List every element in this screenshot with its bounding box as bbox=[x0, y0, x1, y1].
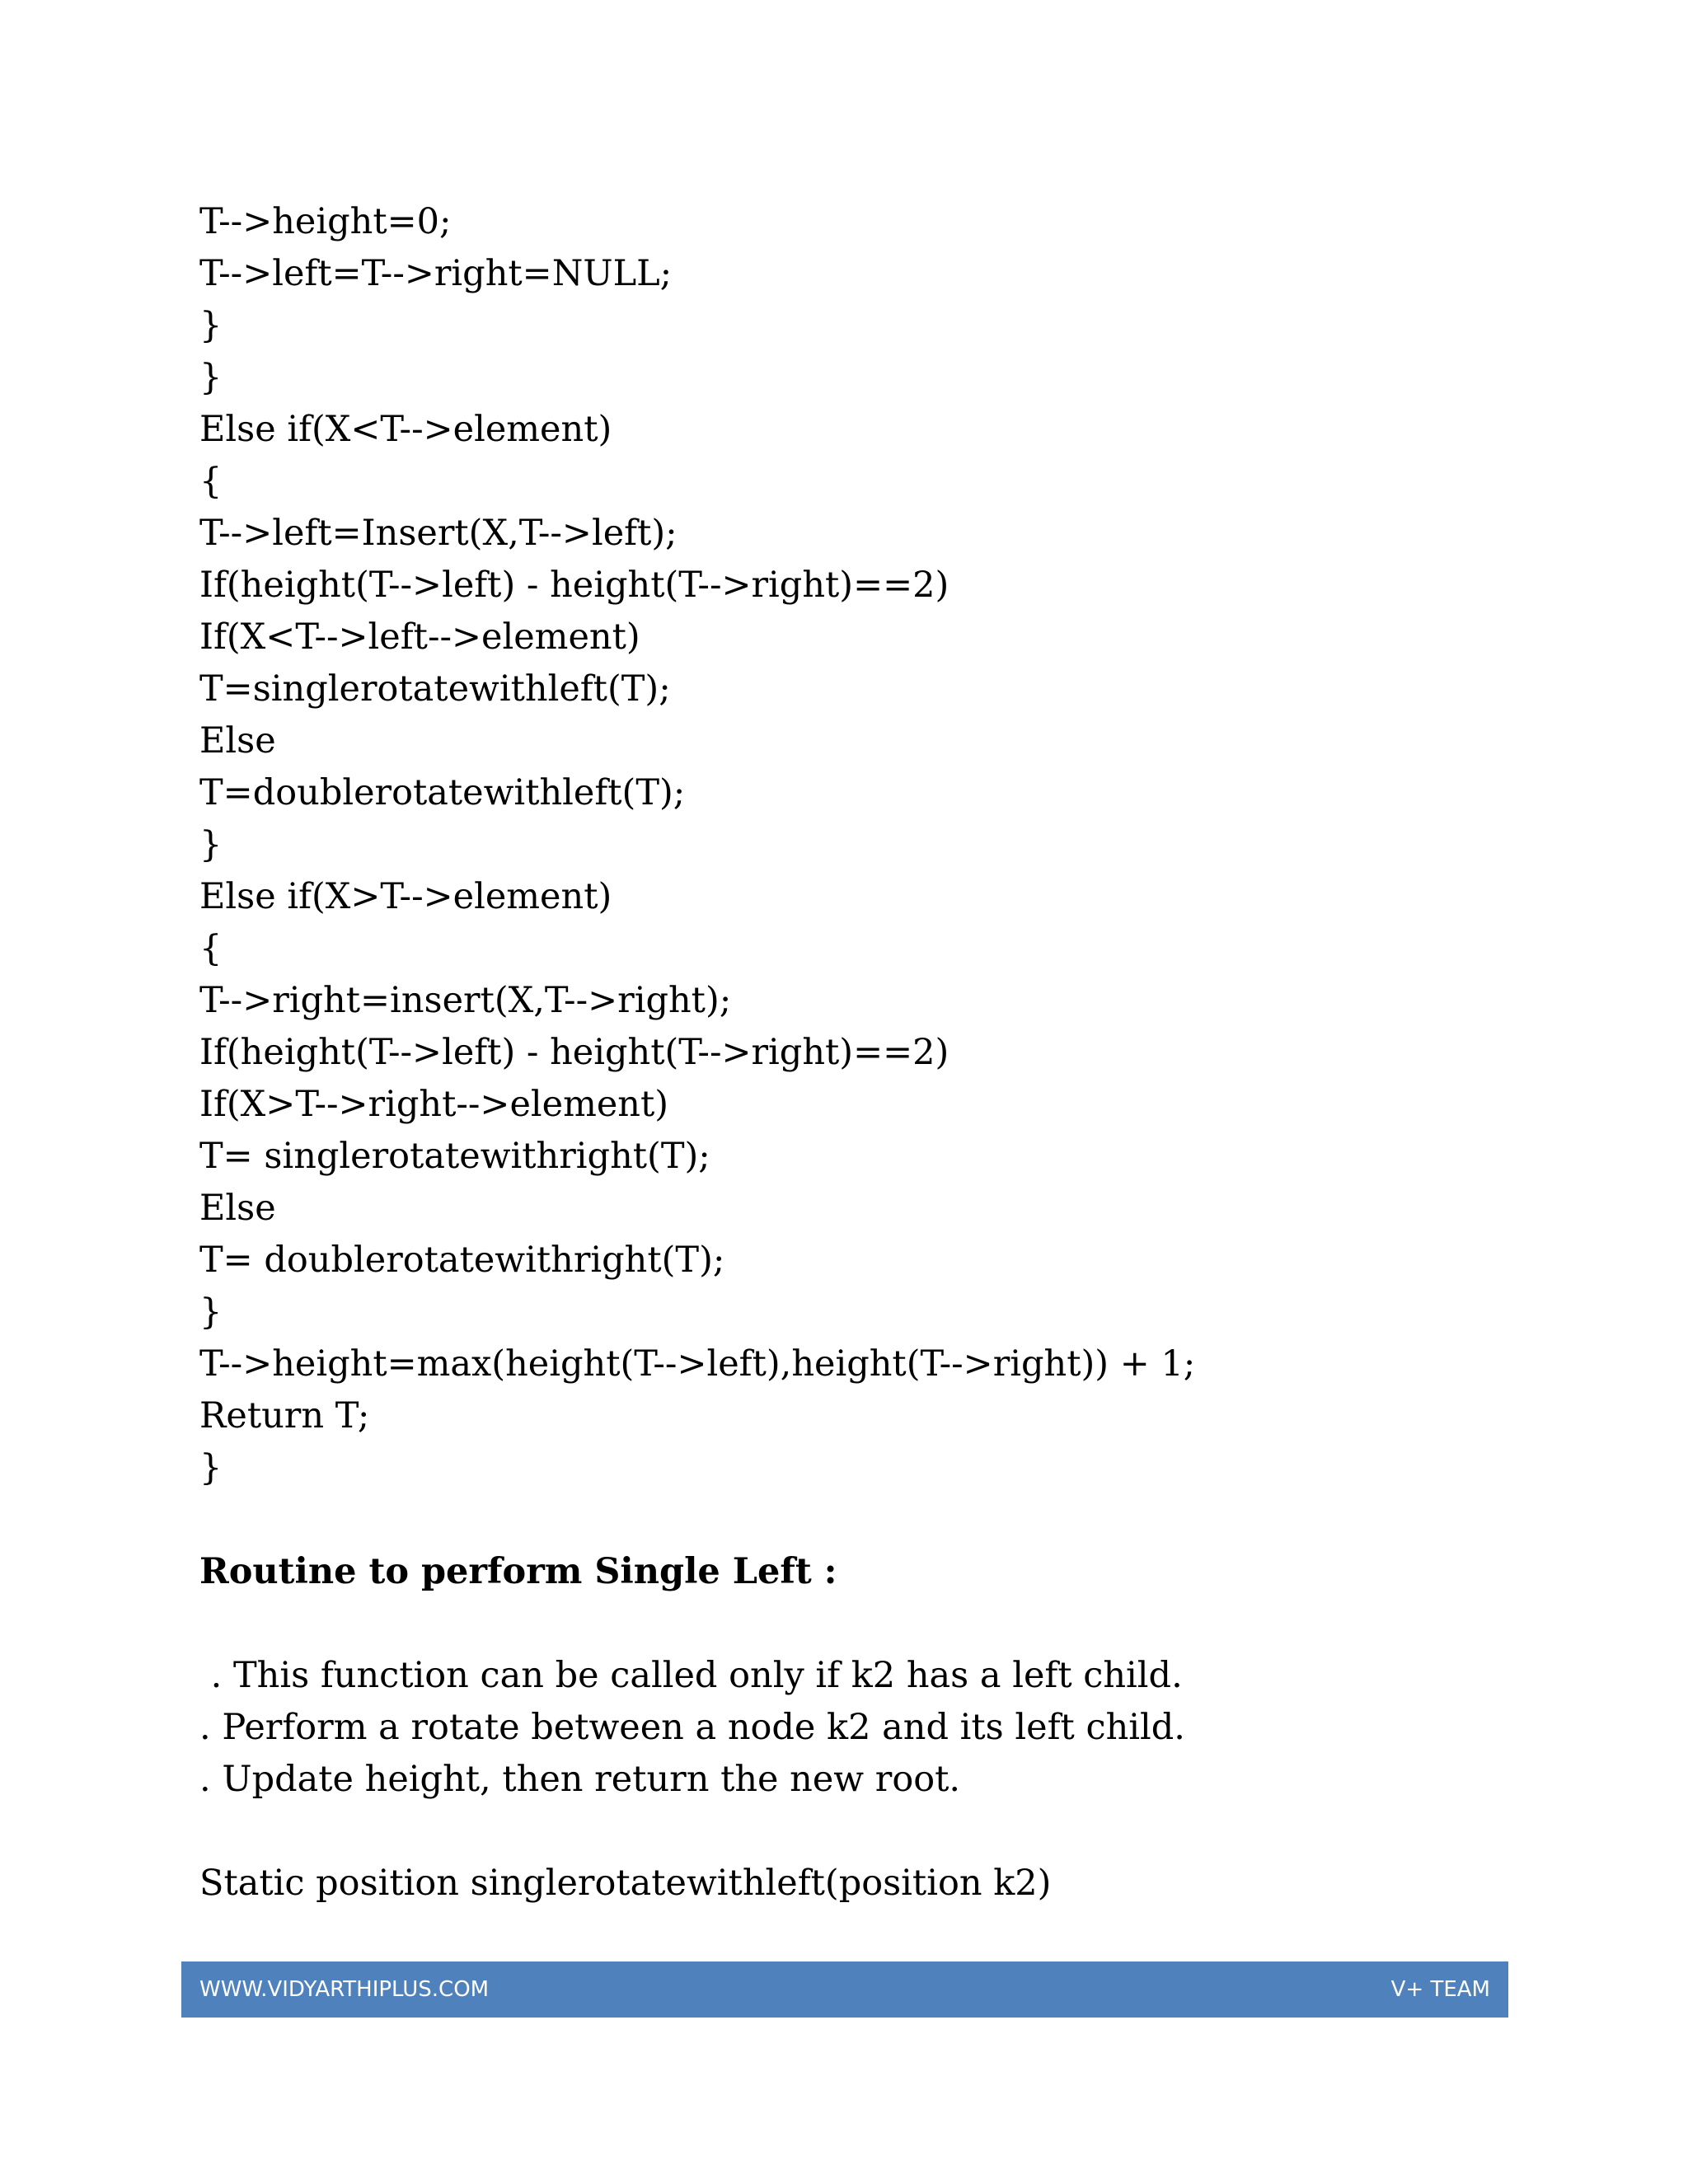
code-line: Else bbox=[199, 1188, 276, 1229]
code-line: T= singlerotatewithright(T); bbox=[199, 1136, 710, 1177]
code-line: { bbox=[199, 928, 223, 969]
code-line: If(height(T-->left) - height(T-->right)==2) bbox=[199, 565, 950, 606]
bullet-item: . Perform a rotate between a node k2 and its left child. bbox=[199, 1707, 1185, 1748]
code-line: { bbox=[199, 461, 223, 502]
code-line: Else if(X<T-->element) bbox=[199, 409, 612, 450]
code-line: T=doublerotatewithleft(T); bbox=[199, 772, 686, 813]
code-line: T-->left=Insert(X,T-->left); bbox=[199, 513, 678, 554]
page-content bbox=[199, 196, 1485, 1910]
footer-team-label: V+ TEAM bbox=[1390, 1977, 1490, 2002]
code-line: } bbox=[199, 1291, 223, 1333]
function-signature: Static position singlerotatewithleft(position k2) bbox=[199, 1863, 1052, 1904]
page-footer bbox=[181, 1961, 1508, 2018]
code-line: } bbox=[199, 357, 223, 398]
code-line: T= doublerotatewithright(T); bbox=[199, 1240, 725, 1281]
code-line: T-->height=0; bbox=[199, 201, 452, 242]
bullet-list bbox=[199, 1650, 1485, 1806]
code-block bbox=[199, 196, 1485, 1494]
code-line: Else bbox=[199, 720, 276, 762]
code-line: Return T; bbox=[199, 1395, 370, 1436]
bullet-item: . This function can be called only if k2 has a left child. bbox=[199, 1655, 1183, 1696]
code-line: T=singlerotatewithleft(T); bbox=[199, 668, 671, 710]
code-line: } bbox=[199, 1447, 223, 1488]
section-heading: Routine to perform Single Left : bbox=[199, 1551, 837, 1592]
code-line: } bbox=[199, 824, 223, 865]
code-line: Else if(X>T-->element) bbox=[199, 876, 612, 917]
code-line: } bbox=[199, 305, 223, 346]
code-line: T-->height=max(height(T-->left),height(T-->right)) + 1; bbox=[199, 1343, 1196, 1385]
bullet-item: . Update height, then return the new root. bbox=[199, 1759, 961, 1800]
footer-website-link[interactable]: WWW.VIDYARTHIPLUS.COM bbox=[199, 1977, 490, 2002]
code-line: If(X<T-->left-->element) bbox=[199, 616, 640, 658]
code-line: T-->right=insert(X,T-->right); bbox=[199, 980, 732, 1021]
code-line: T-->left=T-->right=NULL; bbox=[199, 253, 673, 294]
code-line: If(height(T-->left) - height(T-->right)==2) bbox=[199, 1032, 950, 1073]
code-line: If(X>T-->right-->element) bbox=[199, 1084, 669, 1125]
